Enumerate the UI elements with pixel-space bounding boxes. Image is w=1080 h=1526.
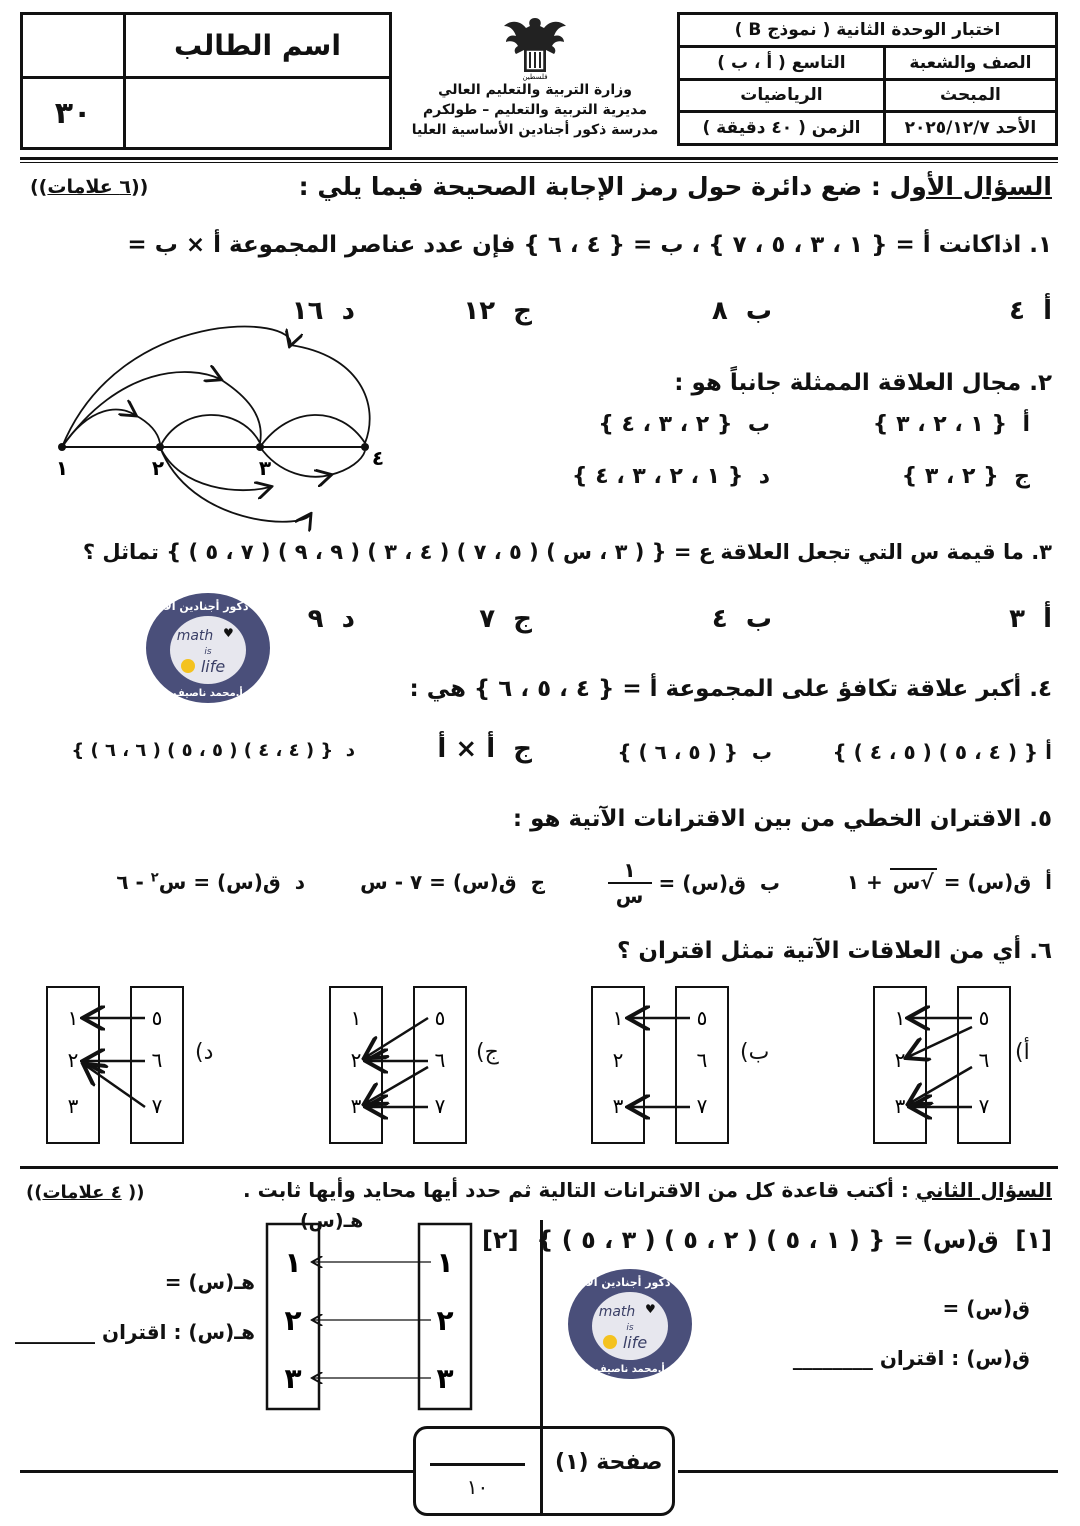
domain-7: ٧ (978, 1094, 990, 1118)
range-1: ١ (284, 1246, 302, 1279)
arc-1-2-end (135, 415, 160, 443)
option-c-fn: ق(س) = ٧ - س (360, 870, 517, 894)
option-a-fn: ق(س) = (943, 870, 1032, 894)
fraction-denominator: س (615, 884, 644, 908)
page-label: صفحة (١) (555, 1450, 663, 1475)
q2-title (243, 1178, 1052, 1202)
q2-marks (26, 1182, 144, 1203)
q1-title (299, 172, 1052, 201)
range-2: ٢ (350, 1048, 362, 1072)
q1-item6-option-d-diagram[interactable] (45, 985, 185, 1145)
option-d-base: س (158, 870, 187, 894)
exam-time: الزمن ( ٤٠ دقيقة ) (679, 112, 885, 145)
q1-item3-option-a[interactable] (1009, 604, 1052, 634)
arc-2-3 (160, 415, 260, 447)
q1-item4-text: ٤. أكبر علاقة تكافؤ على المجموعة أ = { ٤ ، ٥ ، ٦ } هي : (409, 676, 1052, 702)
exam-info-table (677, 12, 1058, 146)
domain-1: ١ (436, 1246, 454, 1279)
q2-part1-rule[interactable]: ق(س) = (942, 1296, 1030, 1320)
palestine-eagle-emblem-icon (500, 12, 570, 80)
diagram-label-4: ٤ (371, 446, 385, 470)
option-value: ١٢ (463, 296, 496, 326)
stamp-top-text: مدرسة ذكور أجنادين الأساسية (548, 1276, 712, 1289)
q1-item4-option-d[interactable] (71, 740, 355, 761)
q2-marks-open: (( (127, 1182, 145, 1203)
range-1: ١ (612, 1006, 624, 1030)
domain-6: ٦ (978, 1048, 990, 1072)
option-letter: ج (513, 734, 532, 764)
q2-part2-rule[interactable]: هـ(س) = (164, 1270, 255, 1294)
range-3: ٣ (350, 1094, 362, 1118)
option-value: أ × أ (437, 734, 496, 764)
exam-title: اختبار الوحدة الثانية ( نموذج B ) (679, 14, 1057, 47)
range-1: ١ (67, 1006, 79, 1030)
q1-item6-option-d-label[interactable]: د) (195, 1040, 214, 1065)
option-value: { ( ٥ ، ٦ ) } (617, 740, 738, 764)
domain-5: ٥ (151, 1006, 163, 1030)
student-name-blank[interactable] (125, 78, 391, 149)
option-value: ٨ (711, 296, 728, 326)
q1-item6-option-c-diagram[interactable] (328, 985, 468, 1145)
option-letter: د (345, 740, 355, 761)
relation-arrow-diagram (40, 325, 400, 530)
q1-marks-open: (( (131, 176, 149, 198)
emblem-caption: فلسطين (522, 73, 548, 81)
range-3: ٣ (284, 1362, 302, 1395)
option-b-fn: ق(س) = (658, 871, 746, 895)
range-3: ٣ (67, 1094, 79, 1118)
range-2: ٢ (284, 1304, 302, 1337)
footer-line-left (20, 1470, 415, 1473)
range-3: ٣ (612, 1094, 624, 1118)
option-letter: ج (513, 296, 532, 326)
q1-item1-text: ١. اذاكانت أ = { ١ ، ٣ ، ٥ ، ٧ } ، ب = { ٤ ، ٦ } فإن عدد عناصر المجموعة أ × ب = (127, 232, 1052, 258)
smiley-icon (181, 659, 195, 673)
q1-item3-text: ٣. ما قيمة س التي تجعل العلاقة ع = { ( ٣ ، س ) ( ٥ ، ٧ ) ( ٤ ، ٣ ) ( ٩ ، ٩ ) ( ٧ ، ٥ ) } تماثل ؟ (82, 540, 1052, 564)
q2-marks-value: ٤ علامات (42, 1182, 122, 1203)
option-letter: د (294, 870, 305, 894)
arrow-7-2 (85, 1065, 145, 1107)
option-letter: أ (1045, 740, 1052, 764)
q1-item3-option-b[interactable] (712, 604, 772, 634)
student-name-field[interactable] (22, 14, 125, 78)
stamp-top-text: مدرسة ذكور أجنادين الأساسية (126, 600, 290, 613)
option-letter: د (341, 296, 355, 326)
fraction-numerator: ١ (608, 858, 652, 884)
option-letter: ب (759, 871, 780, 895)
q1-item6-option-b-label[interactable]: ب) (740, 1040, 770, 1065)
header-divider (20, 157, 1058, 160)
q2-part2-type[interactable]: هـ(س) : اقتران ________ (15, 1320, 255, 1344)
arc-2-4 (160, 447, 310, 522)
option-value: ٤ (711, 604, 728, 634)
option-letter: ب (745, 296, 772, 326)
stamp-teacher: أ.محمد ناصيف (595, 1364, 665, 1375)
domain-2: ٢ (436, 1304, 454, 1337)
q1-item1-option-a[interactable] (1009, 296, 1052, 326)
q1-item5-text: ٥. الاقتران الخطي من بين الاقترانات الآتية هو : (512, 806, 1052, 832)
directorate-name: مديرية التربية والتعليم – طولكرم (422, 102, 648, 118)
q1-marks (30, 176, 148, 198)
option-letter: ب (751, 740, 772, 764)
option-d-rest: - ٦ (116, 870, 144, 894)
q2-part1-label: [١] (1015, 1226, 1052, 1254)
q1-item5-option-c[interactable] (360, 870, 545, 894)
smiley-icon (603, 1335, 617, 1349)
domain-5: ٥ (978, 1006, 990, 1030)
q2-marks-close: )) (26, 1182, 43, 1203)
option-value: { ( ٤ ، ٤ ) ( ٥ ، ٥ ) ( ٦ ، ٦ ) } (71, 740, 334, 761)
arrow-6-3 (366, 1067, 428, 1103)
q1-title-text: : ضع دائرة حول رمز الإجابة الصحيحة فيما يلي : (298, 172, 890, 201)
option-letter: د (758, 464, 770, 489)
arc-1-2-short (62, 410, 135, 447)
q2-part1 (536, 1226, 1052, 1254)
q2-divider (20, 1166, 1058, 1169)
option-letter: أ (1045, 870, 1052, 894)
teacher-stamp (126, 590, 290, 706)
q2-part2-label: [٢] (482, 1226, 519, 1254)
footer-line-right (678, 1470, 1058, 1473)
domain-7: ٧ (151, 1094, 163, 1118)
arc-1-2 (62, 372, 220, 447)
q1-item5-option-d[interactable] (116, 870, 305, 894)
option-letter: ج (1014, 464, 1030, 489)
student-name-label: اسم الطالب (125, 14, 391, 78)
footer-box-divider (540, 1426, 543, 1516)
q2-part1-type[interactable]: ق(س) : اقتران ________ (792, 1346, 1030, 1370)
arrow-6-3 (910, 1067, 972, 1103)
stamp-line1: math (176, 628, 214, 644)
q2-part2-name: هـ(س) (300, 1210, 364, 1232)
header-divider-thin (20, 162, 1058, 163)
page-total: ١٠ (466, 1475, 489, 1499)
option-letter: أ (1043, 296, 1052, 326)
diagram-label-1: ١ (55, 456, 69, 480)
q1-item4-option-c[interactable] (437, 734, 532, 764)
student-info-table (20, 12, 392, 150)
domain-6: ٦ (696, 1048, 708, 1072)
range-1: ١ (350, 1006, 362, 1030)
q1-item5-option-b[interactable] (608, 858, 781, 908)
domain-5: ٥ (434, 1006, 446, 1030)
option-value: ٣ (1009, 604, 1025, 634)
stamp-line3: life (622, 1333, 648, 1352)
q1-item6-option-a-label[interactable]: أ) (1015, 1040, 1030, 1065)
range-1: ١ (894, 1006, 906, 1030)
domain-6: ٦ (434, 1048, 446, 1072)
total-mark: ٣٠ (22, 78, 125, 149)
q2-part2-mapping-diagram (265, 1222, 475, 1412)
class-label: الصف والشعبة (884, 46, 1056, 79)
option-value: ٧ (479, 604, 496, 634)
domain-7: ٧ (696, 1094, 708, 1118)
domain-3: ٣ (436, 1362, 454, 1395)
diagram-label-2: ٢ (151, 456, 165, 480)
range-2: ٢ (67, 1048, 79, 1072)
q1-marks-close: )) (30, 176, 48, 198)
domain-7: ٧ (434, 1094, 446, 1118)
school-name: مدرسة ذكور أجنادين الأساسية العليا (411, 122, 659, 138)
q1-marks-value: ٦ علامات (47, 176, 131, 198)
option-a-radicand: س (892, 870, 921, 894)
option-value: { ١ ، ٢ ، ٣ ، ٤ } (571, 464, 744, 489)
q1-item6-text: ٦. أي من العلاقات الآتية تمثل اقتران ؟ (617, 938, 1052, 964)
q1-item2-option-b[interactable] (598, 412, 770, 437)
option-letter: ج (530, 870, 545, 894)
q1-item2-option-c[interactable] (902, 464, 1030, 489)
subject-value: الرياضيات (679, 79, 885, 112)
q2-title-text: : أكتب قاعدة كل من الاقترانات التالية ثم حدد أيها محايد وأيها ثابت . (243, 1178, 916, 1202)
diagram-label-3: ٣ (258, 456, 272, 480)
range-2: ٢ (612, 1048, 624, 1072)
page-score-line (430, 1463, 525, 1466)
q1-item2-option-d[interactable] (572, 464, 770, 489)
q2-part1-text: ق(س) = { ( ١ ، ٥ ) ( ٢ ، ٥ ) ( ٣ ، ٥ ) } (536, 1226, 999, 1254)
option-value: ٩ (307, 604, 324, 634)
option-letter: أ (1022, 412, 1030, 437)
q1-item4-option-a[interactable] (832, 740, 1052, 764)
domain-5: ٥ (696, 1006, 708, 1030)
option-a-plus: + ١ (846, 870, 883, 894)
option-value: { ٢ ، ٣ ، ٤ } (598, 412, 733, 437)
option-value: ٤ (1009, 296, 1025, 326)
q1-item2-text: ٢. مجال العلاقة الممثلة جانباً هو : (674, 370, 1052, 396)
option-value: { ١ ، ٢ ، ٣ } (872, 412, 1008, 437)
arc-3-4 (260, 415, 365, 447)
option-letter: ب (745, 604, 772, 634)
option-value: { ( ٤ ، ٥ ) ( ٥ ، ٤ ) } (832, 740, 1039, 764)
q1-item6-option-a-diagram[interactable] (872, 985, 1012, 1145)
stamp-teacher: أ.محمد ناصيف (173, 688, 243, 699)
teacher-stamp-2 (548, 1266, 712, 1382)
q1-item6-option-c-label[interactable]: ج) (476, 1040, 499, 1065)
fraction (608, 858, 652, 908)
q1-item3-option-c[interactable] (479, 604, 532, 634)
ministry-name: وزارة التربية والتعليم العالي (438, 82, 632, 98)
option-value: { ٢ ، ٣ } (901, 464, 999, 489)
option-letter: أ (1043, 604, 1052, 634)
exam-date: الأحد ٢٠٢٥/١٢/٧ (884, 112, 1056, 145)
arc-3-4-end (330, 451, 365, 475)
q2-title-label: السؤال الثاني (915, 1178, 1052, 1202)
q1-title-label: السؤال الأول (889, 172, 1052, 201)
stamp-line1: math (598, 1304, 636, 1320)
option-d-fn: ق(س) = (193, 870, 281, 894)
subject-label: المبحث (884, 79, 1056, 112)
stamp-line3: life (200, 657, 226, 676)
q1-item2-option-a[interactable] (873, 412, 1030, 437)
radical-icon: √س (890, 868, 937, 894)
stamp-line2: is (204, 647, 212, 657)
q1-item4-option-b[interactable] (617, 740, 772, 764)
q1-item6-option-b-diagram[interactable] (590, 985, 730, 1145)
q1-item5-option-a[interactable] (847, 870, 1052, 894)
option-d-exponent: ٢ (150, 870, 159, 886)
q1-item1-option-b[interactable] (712, 296, 772, 326)
diagram-point-4 (361, 443, 369, 451)
option-letter: ب (747, 412, 770, 437)
arrow-6-2 (908, 1027, 972, 1057)
option-letter: د (341, 604, 355, 634)
class-value: التاسع ( أ ، ب ) (679, 46, 885, 79)
q1-item3-option-d[interactable] (308, 604, 355, 634)
ministry-block (405, 80, 665, 140)
arrow-5-2 (366, 1018, 428, 1057)
arc-2-4-low (160, 447, 270, 490)
heart-icon: ♥ (645, 1302, 656, 1316)
option-letter: ج (513, 604, 532, 634)
range-3: ٣ (894, 1094, 906, 1118)
q1-item1-option-c[interactable] (463, 296, 532, 326)
arc-1-4-top (62, 327, 290, 447)
domain-6: ٦ (151, 1048, 163, 1072)
stamp-line2: is (626, 1323, 634, 1333)
range-2: ٢ (894, 1048, 906, 1072)
arc-1-4 (290, 345, 370, 443)
option-value: ١٦ (291, 296, 324, 326)
q1-item1-option-d[interactable] (292, 296, 355, 326)
heart-icon: ♥ (223, 626, 234, 640)
